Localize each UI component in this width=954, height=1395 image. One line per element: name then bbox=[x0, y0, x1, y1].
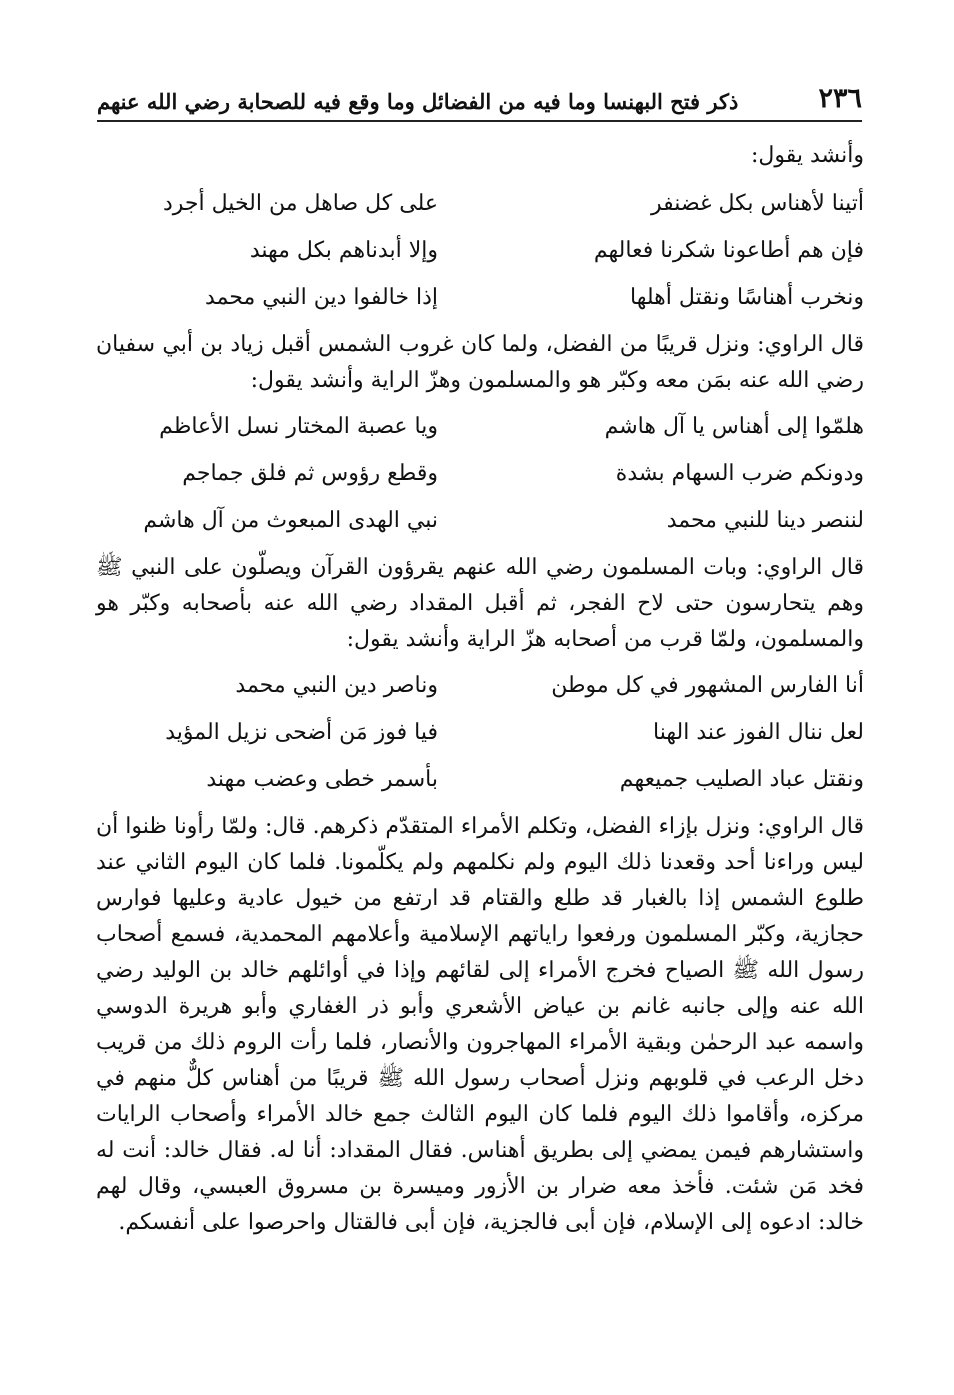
page-body bbox=[96, 132, 864, 1245]
verse-first-hemistich: أنا الفارس المشهور في كل موطن bbox=[551, 672, 864, 698]
verse-second-hemistich: وقطع رؤوس ثم فلق جماجم bbox=[182, 460, 438, 486]
page-number: ٢٣٦ bbox=[818, 83, 862, 114]
verse-first-hemistich: فإن هم أطاعونا شكرنا فعالهم bbox=[593, 237, 864, 263]
verse-line bbox=[96, 403, 864, 450]
verse-line bbox=[96, 497, 864, 544]
verse-line bbox=[96, 227, 864, 274]
prose-paragraph: قال الراوي: وبات المسلمون رضي الله عنهم يقرؤون القرآن ويصلّون على النبي ﷺ وهم يتحارسون حتى لاح الفجر، ثم أقبل المقداد رضي الله عنه بأصحابه وكبّر هو والمسلمون، ولمّا قرب من أصحابه هزّ الراية وأنشد يقول: bbox=[96, 555, 864, 652]
verse-first-hemistich: هلمّوا إلى أهناس يا آل هاشم bbox=[604, 413, 864, 439]
verse-line bbox=[96, 450, 864, 497]
verse-second-hemistich: فيا فوز مَن أضحى نزيل المؤيد bbox=[165, 719, 438, 745]
prose-paragraph: قال الراوي: ونزل بإزاء الفضل، وتكلم الأمراء المتقدّم ذكرهم. قال: ولمّا رأونا ظنوا أن ليس وراءنا أحد وقعدنا ذلك اليوم ولم نكلمهم ولم يكلّمونا. فلما كان اليوم الثاني عند طلوع الشمس إذا بالغبار قد طلع والقتام قد ارتفع من خيول عادية وعليها فوارس حجازية، وكبّر المسلمون ورفعوا راياتهم الإسلامية وأعلامهم المحمدية، فسمع أصحاب رسول الله ﷺ الصياح فخرج الأمراء إلى لقائهم وإذا في أوائلهم خالد بن الوليد رضي الله عنه وإلى جانبه غانم بن عياض الأشعري وأبو ذر الغفاري وأبو هريرة الدوسي واسمه عبد الرحمٰن وبقية الأمراء المهاجرون والأنصار، فلما رأت الروم ذلك من قريب دخل الرعب في قلوبهم ونزل أصحاب رسول الله ﷺ قريبًا من أهناس كلٌّ منهم في مركزه، وأقاموا ذلك اليوم فلما كان اليوم الثالث جمع خالد الأمراء وأصحاب الرايات واستشارهم فيمن يمضي إلى بطريق أهناس. فقال المقداد: أنا له. فقال خالد: أنت له فخد مَن شئت. فأخذ معه ضرار بن الأزور وميسرة بن مسروق العبسي، وقال لهم خالد: ادعوه إلى الإسلام، فإن أبى فالجزية، فإن أبى فالقتال واحرصوا على أنفسكم. bbox=[96, 814, 864, 1235]
verse-first-hemistich: أتينا لأهناس بكل غضنفر bbox=[651, 190, 864, 216]
verse-first-hemistich: لعل ننال الفوز عند الهنا bbox=[653, 719, 864, 745]
verse-line bbox=[96, 756, 864, 803]
verse-second-hemistich: ويا عصبة المختار نسل الأعاظم bbox=[159, 413, 438, 439]
verse-second-hemistich: نبي الهدى المبعوث من آل هاشم bbox=[143, 507, 438, 533]
verse-intro: وأنشد يقول: bbox=[750, 143, 864, 168]
running-title: ذكر فتح البهنسا وما فيه من الفضائل وما وقع فيه للصحابة رضي الله عنهم bbox=[97, 89, 739, 114]
verse-first-hemistich: ونخرب أهناسًا ونقتل أهلها bbox=[630, 284, 864, 310]
verse-second-hemistich: على كل صاهل من الخيل أجرد bbox=[163, 190, 438, 216]
verse-second-hemistich: وناصر دين النبي محمد bbox=[235, 672, 438, 698]
poem-2 bbox=[96, 403, 864, 544]
verse-line bbox=[96, 709, 864, 756]
verse-first-hemistich: لننصر دينا للنبي محمد bbox=[666, 507, 864, 533]
prose-paragraph: قال الراوي: ونزل قريبًا من الفضل، ولما كان غروب الشمس أقبل زياد بن أبي سفيان رضي الله عنه بمَن معه وكبّر هو والمسلمون وهزّ الراية وأنشد يقول: bbox=[96, 332, 864, 393]
poem-3 bbox=[96, 662, 864, 803]
verse-line bbox=[96, 180, 864, 227]
verse-second-hemistich: وإلا أبدناهم بكل مهند bbox=[249, 237, 438, 263]
verse-second-hemistich: بأسمر خطى وعضب مهند bbox=[206, 766, 438, 792]
verse-first-hemistich: ونقتل عباد الصليب جميعهم bbox=[619, 766, 864, 792]
poem-1 bbox=[96, 180, 864, 321]
verse-second-hemistich: إذا خالفوا دين النبي محمد bbox=[205, 284, 438, 310]
verse-line bbox=[96, 274, 864, 321]
verse-line bbox=[96, 662, 864, 709]
page-header bbox=[97, 74, 862, 122]
verse-first-hemistich: ودونكم ضرب السهام بشدة bbox=[615, 460, 864, 486]
